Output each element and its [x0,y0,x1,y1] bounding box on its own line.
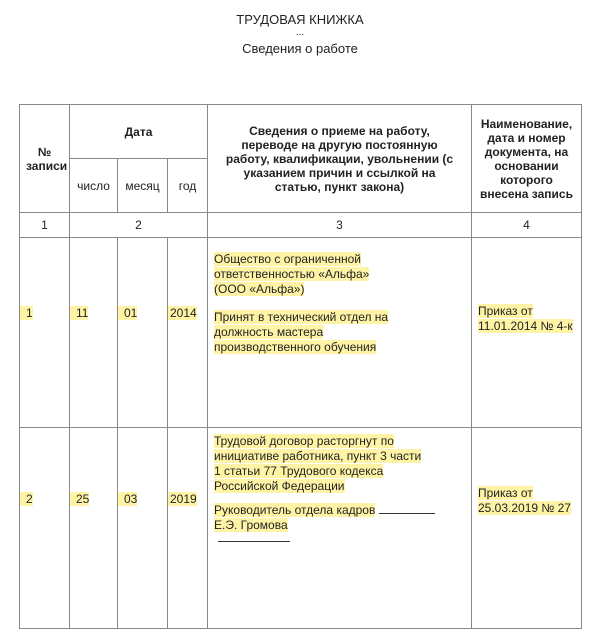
record-no-cell [20,428,70,629]
company-name: Общество с ограниченной ответственностью «Альфа» (ООО «Альфа») [214,252,370,296]
header-record-no: № записи [20,105,70,213]
year-cell [168,428,208,629]
document-subtitle: Сведения о работе [242,41,358,56]
year: 2019 [170,492,197,506]
header-month: месяц [118,159,168,213]
day-cell [70,428,118,629]
month: 03 [118,492,137,506]
document-cell [472,428,582,629]
record-no-cell [20,238,70,428]
document-title: ТРУДОВАЯ КНИЖКА [236,12,364,27]
column-number-4: 4 [472,213,582,238]
ellipsis: ... [295,27,305,38]
dismissal-info: Трудовой договор расторгнут по инициативе работника, пункт 3 части 1 статьи 77 Трудового кодекса Российской Федерации [214,434,422,493]
day: 25 [70,492,89,506]
column-number-1: 1 [20,213,70,238]
year: 2014 [170,306,197,320]
header-year: год [168,159,208,213]
header-info: Сведения о приеме на работу, переводе на другую постоянную работу, квалификации, увольнении (с указанием причин и ссылкой на статью, пункт закона) [208,105,472,213]
signature-underline [218,535,290,542]
employment-info: Принят в технический отдел на должность мастера производственного обучения [214,310,389,354]
document-cell [472,238,582,428]
record-no: 2 [20,492,33,506]
column-number-2: 2 [70,213,208,238]
month-cell [118,238,168,428]
year-cell [168,238,208,428]
signature-name: Е.Э. Громова [214,518,288,532]
day: 11 [70,306,88,320]
signature-line [379,503,435,514]
info-cell [208,428,472,629]
table-row [20,238,582,428]
header-document: Наименование, дата и номер документа, на основании которого внесена запись [472,105,582,213]
day-cell [70,238,118,428]
month-cell [118,428,168,629]
document-ref: Приказ от 11.01.2014 № 4-к [478,304,573,333]
column-number-3: 3 [208,213,472,238]
record-no: 1 [20,306,33,320]
header-date: Дата [70,105,208,159]
table-row [20,428,582,629]
signature-title: Руководитель отдела кадров [214,503,376,517]
info-cell [208,238,472,428]
month: 01 [118,306,137,320]
document-ref: Приказ от 25.03.2019 № 27 [478,486,571,515]
work-records-table [19,104,582,629]
header-day: число [70,159,118,213]
